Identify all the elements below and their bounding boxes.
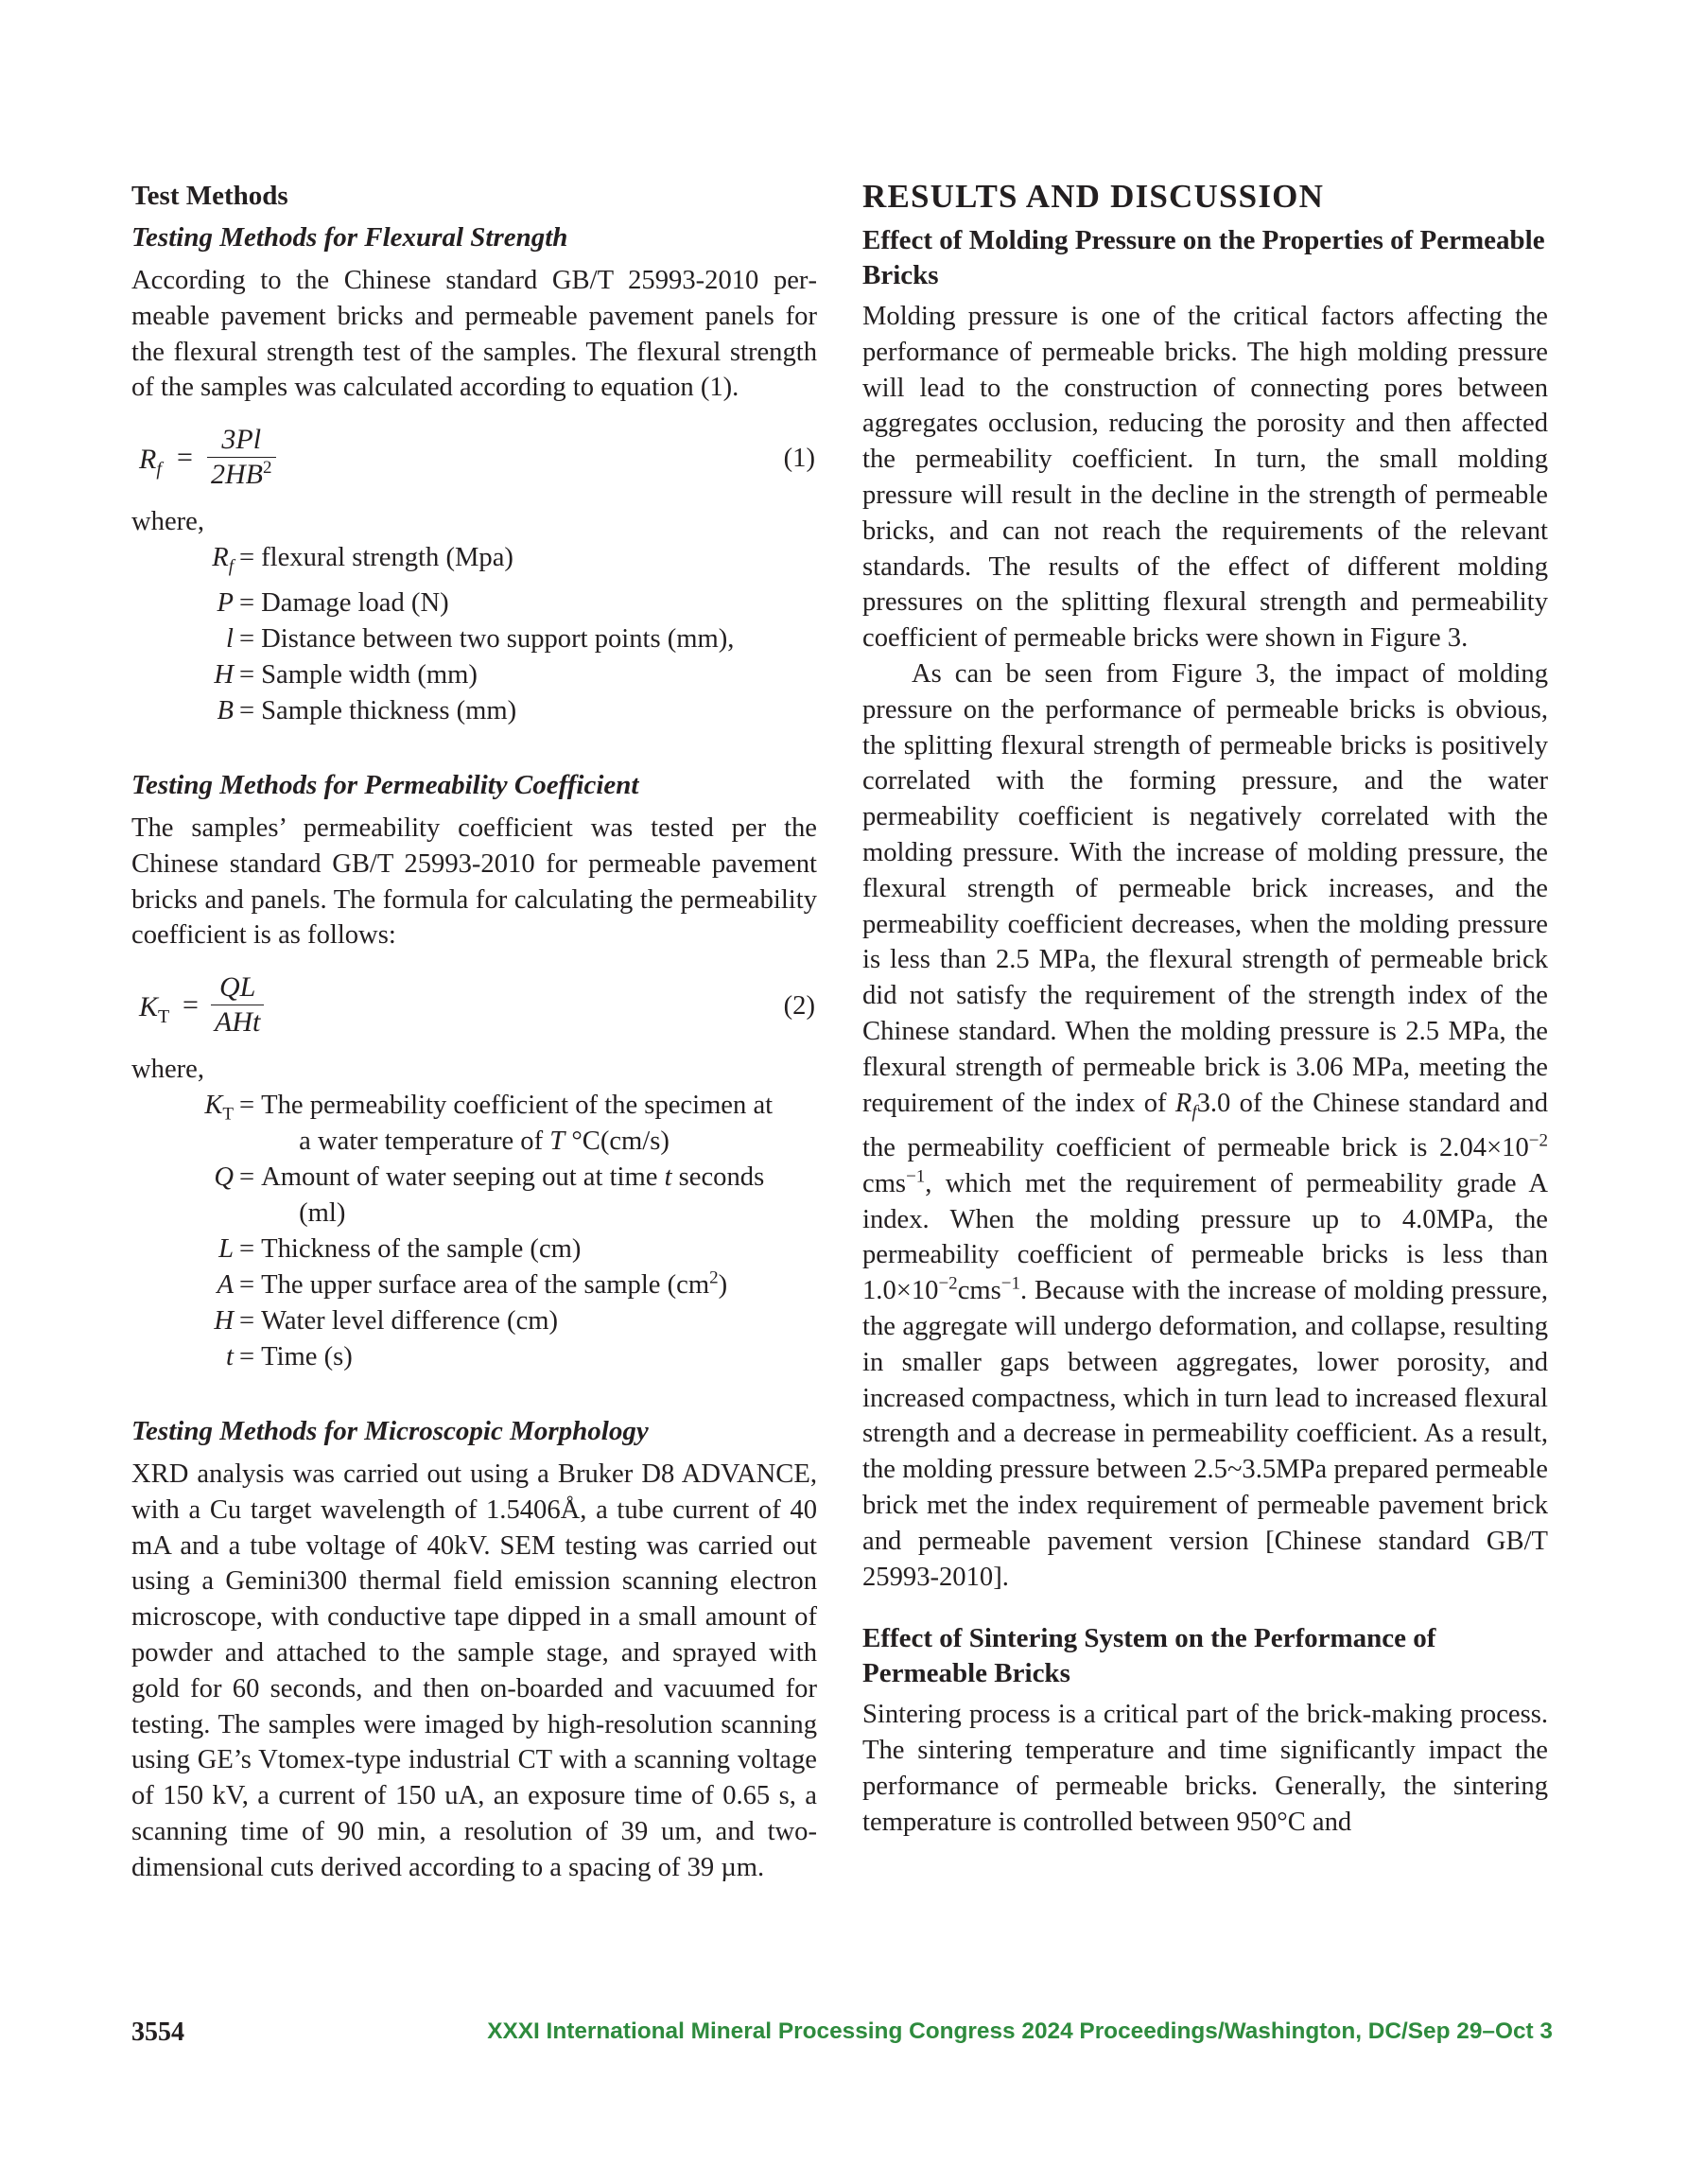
where-label-2: where, [131, 1055, 204, 1085]
eq1-numerator: 3Pl [207, 423, 276, 458]
right-column [862, 178, 1548, 1841]
eq2-number: (2) [783, 991, 815, 1022]
eq2-denominator: AHt [215, 1006, 261, 1039]
subheading-molding-pressure: Effect of Molding Pressure on the Properties of Permeable Bricks [862, 225, 1545, 290]
eq2-lhs: $K_T$ [139, 991, 170, 1028]
paragraph-molding-1: Molding pressure is one of the critical factors affecting the performance of permeable bricks. The high molding pressure will lead to the construction of connecting pores between aggregates occlusion, reducing the porosity and then affected the permeability coefficient. In turn, the small molding pressure will result in the decline in the strength of permeable bricks, and can not reach the requirements of the relevant standards. The results of the effect of different molding pressures on the splitting flexural strength and permeability coefficient of permeable bricks were shown in Figure 3. [862, 302, 1548, 654]
subheading-microscopic: Testing Methods for Microscopic Morphology [131, 1416, 649, 1447]
where-label-1: where, [131, 507, 204, 537]
subheading-sintering: Effect of Sintering System on the Performance of Permeable Bricks [862, 1623, 1436, 1689]
paragraph-sintering: Sintering process is a critical part of the brick-making process. The sintering temperature and time significantly impact the performance of permeable bricks. Generally, the sintering temperature is controlled between 950°C and [862, 1700, 1548, 1837]
equation-2 [131, 970, 817, 1050]
definition-item: H = Water level difference (cm) [214, 1306, 559, 1337]
definition-item: Q = Amount of water seeping out at time t seconds (ml) [214, 1162, 765, 1229]
eq2-equals: = [183, 989, 199, 1022]
eq2-numerator: QL [211, 970, 264, 1005]
paragraph-molding-2: As can be seen from Figure 3, the impact of molding pressure on the performance of permeable bricks is obvious, the splitting flexural strength of permeable bricks is positively correlated with the forming pressure, and the water permeability coefficient is negatively correlated with the molding pressure. With the increase of molding pressure, the flexural strength of permeable brick increases, and the permeability coefficient decreases, when the molding pressure is less than 2.5 MPa, the flexural strength of permeable brick did not satisfy the requirement of the strength index of the Chinese standard. When the molding pressure is 2.5 MPa, the flexural strength of permeable brick is 3.06 MPa, meeting the requirement of the index of $R_f3.0$ of the Chinese standard and the permeability coefficient of permeable brick is $2.04\times 10^{-2}$ cms$^{-1}$, which met the requirement of permeability grade A index. When the molding pressure up to 4.0MPa, the permeability coefficient of permeable bricks is less than $1.0\times 10^{-2}cms^{-1}$. Because with the increase of molding pressure, the aggregate will undergo deformation, and collapse, resulting in smaller gaps between aggregates, lower porosity, and increased compactness, which in turn lead to increased flexural strength and a decrease in permeability coefficient. As a result, the molding pressure between 2.5~3.5MPa prepared permeable brick met the index requirement of permeable pavement brick and permeable pavement version [Chinese standard GB/T 25993-2010]. [862, 658, 1548, 1592]
eq1-number: (1) [783, 444, 815, 474]
eq1-lhs: $R_f$ [139, 444, 162, 480]
paragraph-microscopic: XRD analysis was carried out using a Bruker D8 ADVANCE, with a Cu target wavelength of 1.5406Å, a tube current of 40 mA and a tube voltage of 40kV. SEM testing was carried out using a Gemini300 thermal field emission scanning electron microscope, with conductive tape dipped in a small amount of powder and attached to the sample stage, and sprayed with gold for 60 seconds, and then on-boarded and vacuumed for testing. The samples were imaged by high-resolution scanning using GE’s Vtomex-type industrial CT with a scanning voltage of 150 kV, a current of 150 uA, an exposure time of 0.65 s, a scanning time of 90 min, a resolution of 39 um, and two-dimensional cuts derived according to a spacing of 39 µm. [131, 1459, 817, 1882]
definition-item: P = Damage load (N) [217, 587, 449, 618]
definition-item: A = The upper surface area of the sample $(cm^2)$ [217, 1267, 728, 1301]
definition-item: $R_f$ = flexural strength (Mpa) [212, 543, 513, 577]
left-column [131, 178, 817, 1886]
section-heading-test-methods: Test Methods [131, 181, 288, 211]
definition-item: H = Sample width (mm) [214, 659, 478, 690]
eq2-fraction [211, 970, 264, 1040]
page-number: 3554 [131, 2018, 184, 2047]
definition-item: B = Sample thickness (mm) [217, 695, 517, 725]
eq1-equals: = [177, 442, 193, 474]
conference-footer: XXXI International Mineral Processing Congress 2024 Proceedings/Washington, DC/Sep 29–Oct 3 [487, 2018, 1553, 2044]
definition-list-2 [131, 1088, 817, 1375]
subheading-flexural-strength: Testing Methods for Flexural Strength [131, 222, 568, 253]
definition-item: t = Time (s) [226, 1342, 353, 1372]
section-heading-results: RESULTS AND DISCUSSION [862, 178, 1325, 215]
definition-item: $K_T$ = The permeability coefficient of the specimen at a water temperature of T °C(cm/s) [204, 1091, 774, 1157]
definition-list-1 [131, 540, 817, 729]
eq1-fraction [207, 423, 276, 492]
equation-1 [131, 423, 817, 502]
eq1-denominator: $2HB^2$ [211, 458, 272, 491]
definition-item: l = Distance between two support points (mm), [226, 623, 735, 654]
paragraph-permeability: The samples’ permeability coefficient was tested per the Chinese standard GB/T 25993-2010 for permeable pavement bricks and panels. The formula for calculating the permeability coefficient is as follows: [131, 812, 817, 951]
definition-item: L = Thickness of the sample (cm) [218, 1234, 582, 1265]
paragraph-flexural: According to the Chinese standard GB/T 25993-2010 permeable pavement bricks and permeable pavement panels for the flexural strength test of the samples. The flexural strength of the samples was calculated according to equation (1). [131, 266, 817, 403]
subheading-permeability: Testing Methods for Permeability Coefficient [131, 769, 639, 800]
